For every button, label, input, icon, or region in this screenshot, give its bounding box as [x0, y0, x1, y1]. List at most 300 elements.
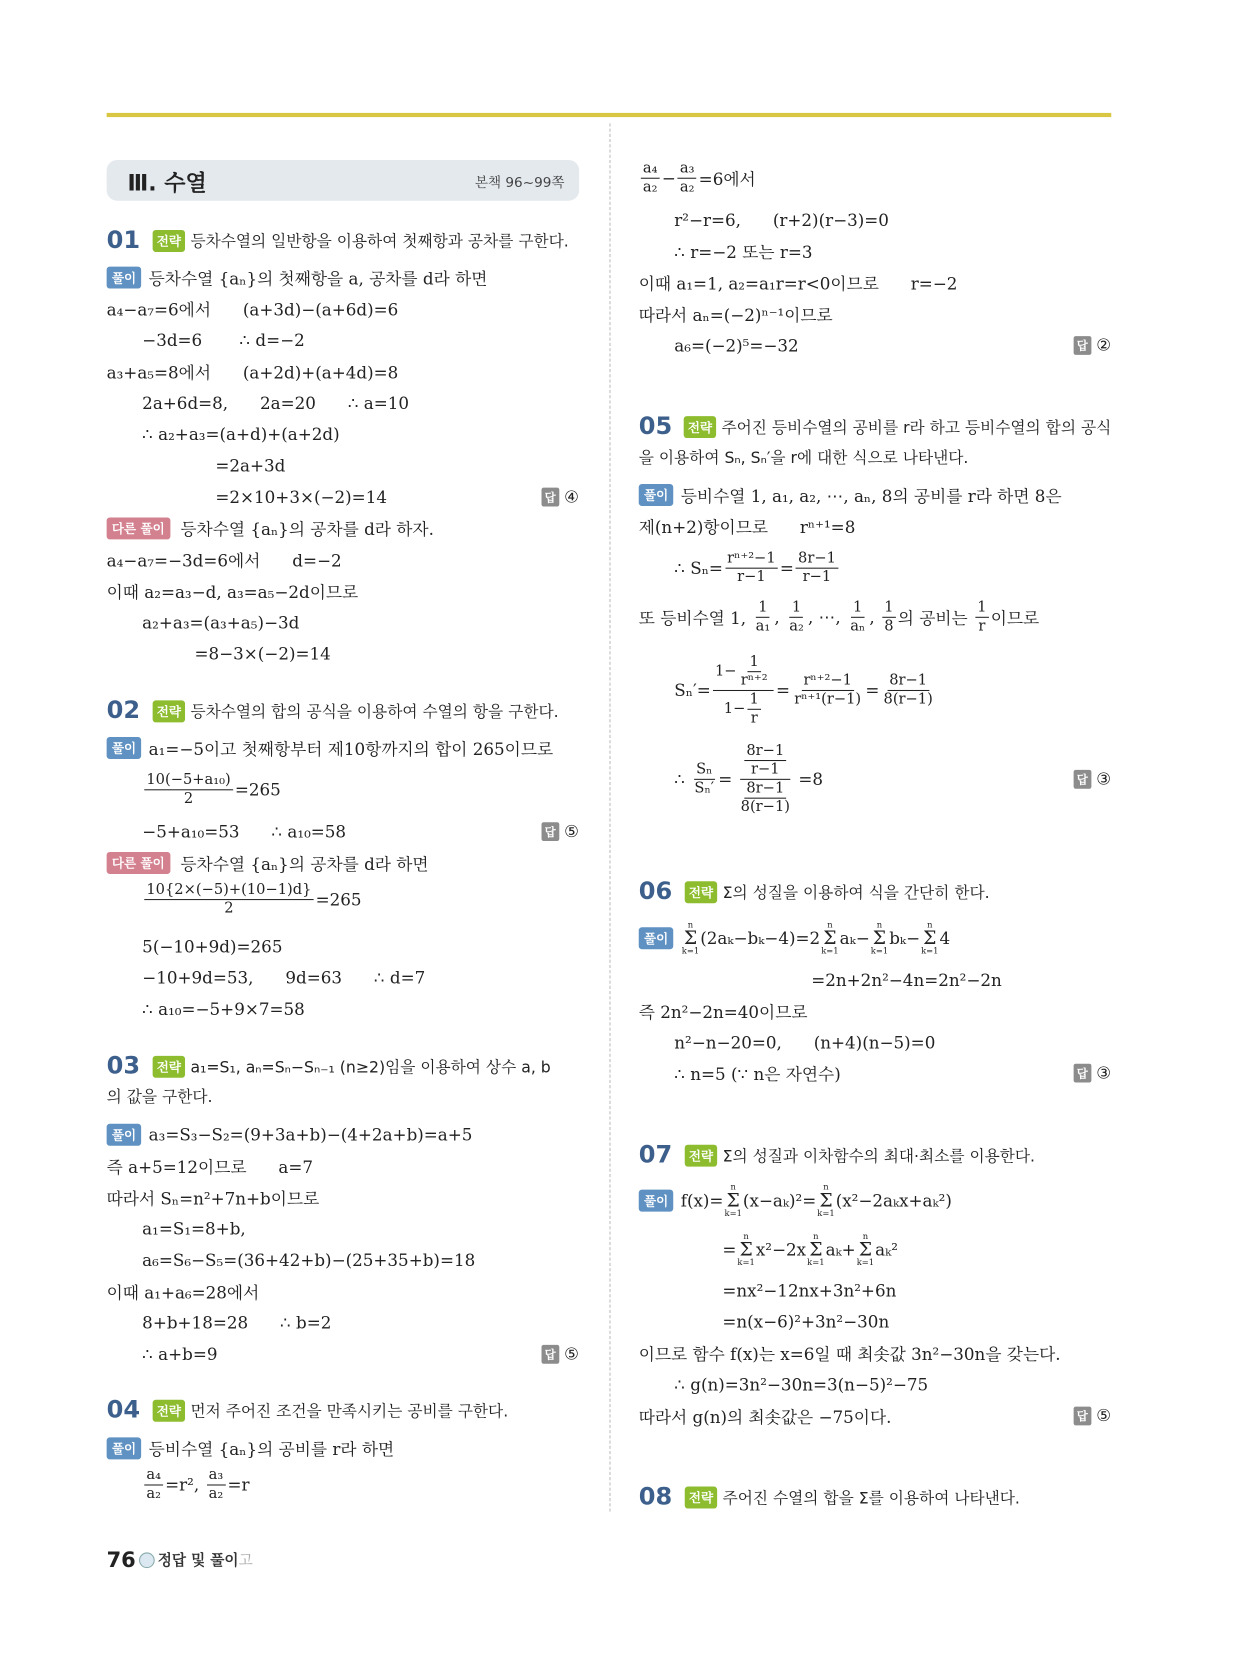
sigma-icon: Σ [809, 1238, 823, 1261]
math-text: r [750, 709, 758, 727]
denominator [801, 568, 834, 586]
numerator [144, 881, 313, 900]
solution-line [107, 1275, 580, 1306]
solution-line [639, 298, 1112, 329]
alt-solution-badge: 다른 풀이 [107, 517, 170, 539]
summation [682, 920, 699, 954]
math-text: a₂ [146, 1484, 161, 1502]
lower-limit: k=1 [807, 1257, 825, 1267]
upper-limit: n [813, 1230, 819, 1241]
upper-limit: n [730, 1181, 736, 1192]
fraction [207, 1466, 226, 1503]
denominator [678, 178, 697, 196]
upper-limit: n [876, 919, 883, 929]
math-text: a₁=−5이고 첫째항부터 제10항까지의 합이 265이므로 [148, 738, 554, 759]
solution-badge: 풀이 [107, 1123, 142, 1145]
math-text: 1 [749, 652, 759, 670]
solution-line [107, 1244, 580, 1275]
math-text: 1 [758, 598, 768, 616]
math-text: 의 공비는 [897, 607, 974, 628]
problem-number: 07 [638, 1141, 673, 1169]
math-text: =n(x−6)²+3n²−30n [722, 1311, 890, 1332]
math-text: =nx²−12nx+3n²+6n [722, 1280, 897, 1300]
solution-line [107, 450, 580, 481]
math-text: a₆=(−2)⁵=−32 [674, 335, 799, 355]
sigma-icon: Σ [872, 926, 887, 949]
answer-value: ③ [1096, 1062, 1112, 1083]
numerator [796, 549, 838, 568]
answer-badge: 답 [1074, 336, 1091, 355]
numerator [713, 653, 774, 691]
numerator [756, 598, 770, 617]
denominator [722, 690, 765, 727]
sigma-icon: Σ [739, 1238, 753, 1261]
footer-extra: 고 [238, 1552, 253, 1570]
problem-07-heading [639, 1139, 1112, 1170]
math-text: 따라서 g(n)의 최솟값은 −75이다. [638, 1406, 892, 1427]
fraction [144, 881, 313, 918]
math-text: = [779, 557, 794, 578]
math-text: n²−n−20=0, (n+4)(n−5)=0 [674, 1032, 936, 1053]
solution-line [639, 917, 1112, 959]
solution-badge: 풀이 [107, 266, 142, 288]
lower-limit: k=1 [817, 1207, 835, 1218]
strategy-text: 을 이용하여 Sₙ, Sₙ′을 r에 대한 식으로 나타낸다. [638, 447, 969, 467]
denominator [787, 617, 806, 635]
fraction [848, 598, 867, 635]
answer-mark [542, 1344, 580, 1364]
numerator [887, 672, 929, 691]
upper-limit: n [743, 1230, 749, 1241]
strategy-text: 등차수열의 일반항을 이용하여 첫째항과 공차를 구한다. [190, 231, 569, 251]
math-text: a₁=S₁=8+b, [142, 1218, 246, 1239]
numerator [747, 653, 761, 672]
answer-mark [1074, 769, 1112, 789]
numerator [144, 1466, 163, 1485]
math-text: 1 [884, 598, 894, 616]
math-text: aₖ² [875, 1239, 898, 1260]
fraction [641, 159, 660, 196]
math-text: 등차수열 {aₙ}의 공차를 d라 하자. [180, 519, 434, 539]
math-text: =8−3×(−2)=14 [194, 643, 331, 664]
math-text: a₆=S₆−S₅=(36+42+b)−(25+35+b)=18 [142, 1249, 476, 1270]
math-text: r−1 [751, 760, 780, 778]
column-divider [609, 123, 610, 1511]
math-text: a₃ [208, 1466, 224, 1483]
lower-limit: k=1 [870, 945, 889, 955]
solution-line [107, 1458, 580, 1510]
math-text: 1 [853, 598, 863, 616]
math-text: a₄ [642, 159, 658, 177]
math-text: 1 [791, 598, 802, 616]
math-text: 1 [749, 690, 759, 708]
math-text: ∴ [674, 768, 691, 789]
math-text: 등비수열 {aₙ}의 공비를 r라 하면 [148, 1438, 395, 1459]
math-text: rⁿ⁺¹(r−1) [794, 690, 862, 708]
math-text: a₄ [146, 1466, 161, 1483]
fraction [144, 771, 233, 808]
math-text: 8(r−1) [740, 798, 790, 815]
solution-line [639, 542, 1112, 594]
strategy-text: 주어진 등비수열의 공비를 r라 하고 등비수열의 합의 공식 [721, 417, 1112, 437]
sigma-icon: Σ [726, 1189, 740, 1212]
problem-03-heading [107, 1051, 580, 1082]
math-text: rⁿ⁺² [740, 671, 768, 689]
fraction [882, 598, 896, 635]
problem-04-heading [107, 1395, 580, 1426]
sigma-icon: Σ [823, 926, 837, 949]
strategy-badge: 전략 [685, 881, 718, 903]
upper-limit: n [927, 919, 933, 929]
solution-line [639, 1228, 1112, 1270]
upper-limit: n [862, 1230, 869, 1241]
math-text: 제(n+2)항이므로 rⁿ⁺¹=8 [638, 516, 856, 537]
summation [857, 1232, 874, 1266]
strategy-text: Σ의 성질과 이차함수의 최대·최소를 이용한다. [722, 1146, 1036, 1166]
math-text: =2n+2n²−4n=2n²−2n [811, 969, 1002, 990]
math-text: =2a+3d [215, 455, 286, 476]
fraction [975, 598, 989, 635]
math-text: 2 [183, 789, 194, 807]
fraction [739, 779, 792, 816]
solution-line [107, 261, 580, 292]
answer-badge: 답 [1074, 769, 1091, 788]
problem-number: 01 [106, 226, 141, 255]
numerator [975, 598, 989, 617]
denominator [754, 617, 773, 635]
math-text: a₃=S₃−S₂=(9+3a+b)−(4+2a+b)=a+5 [148, 1124, 473, 1145]
fraction [747, 690, 761, 727]
answer-value: ⑤ [1096, 1405, 1112, 1426]
math-text: 8r−1 [889, 671, 928, 689]
math-text: aₙ [850, 617, 866, 635]
lower-limit: k=1 [856, 1257, 875, 1267]
math-text: (x−aₖ)²= [742, 1190, 817, 1211]
strategy-badge: 전략 [684, 416, 717, 438]
solution-line [107, 324, 580, 355]
math-text: 8r−1 [746, 779, 785, 797]
chapter-page-ref: 본책 96~99쪽 [474, 175, 565, 192]
math-text: 이때 a₁=1, a₂=a₁r=r<0이므로 r=−2 [638, 273, 958, 294]
math-text: (2aₖ−bₖ−4)=2 [700, 927, 821, 948]
alt-solution-line [107, 512, 580, 543]
math-text: r [978, 617, 986, 635]
strategy-continued [107, 1080, 580, 1111]
math-text: −10+9d=53, 9d=63 ∴ d=7 [142, 967, 426, 988]
denominator [749, 709, 760, 727]
solution-line [107, 1181, 580, 1212]
answer-value: ⑤ [564, 821, 580, 842]
problem-02-heading [107, 695, 580, 726]
solution-badge: 풀이 [639, 483, 674, 505]
denominator [739, 672, 770, 690]
problem-number: 06 [638, 878, 673, 906]
math-text: Sₙ [696, 760, 713, 778]
math-text: ∴ Sₙ= [674, 557, 723, 578]
numerator [641, 159, 660, 178]
math-text: 10{2×(−5)+(10−1)d} [146, 880, 312, 898]
alt-solution-line [107, 962, 580, 993]
solution-line [639, 152, 1112, 204]
numerator [740, 742, 790, 780]
math-text: =8 [798, 768, 824, 789]
alt-solution-line [107, 873, 580, 925]
fraction [796, 549, 838, 586]
numerator [851, 598, 865, 617]
strategy-continued [639, 441, 1112, 472]
solution-badge: 풀이 [107, 1437, 142, 1459]
answer-mark [1074, 1063, 1112, 1083]
math-text: 즉 a+5=12이므로 a=7 [106, 1156, 314, 1177]
solution-line [639, 510, 1112, 541]
strategy-badge: 전략 [153, 1399, 186, 1421]
solution-line [639, 591, 1112, 643]
math-text: a₂ [679, 178, 695, 195]
math-text: f(x)= [680, 1190, 724, 1211]
solution-line [107, 1119, 580, 1150]
footer-label: 정답 및 풀이 [157, 1552, 239, 1570]
solution-line [107, 1338, 580, 1369]
denominator [739, 798, 792, 816]
sigma-icon: Σ [923, 926, 937, 949]
summation [737, 1232, 754, 1266]
math-text: 또 등비수열 1, [638, 607, 752, 628]
solution-line [639, 267, 1112, 298]
answer-badge: 답 [542, 822, 559, 841]
math-text: − [661, 167, 676, 188]
math-text: 8r−1 [746, 741, 785, 759]
solution-line [107, 1150, 580, 1181]
summation [871, 920, 888, 954]
solution-line [639, 1027, 1112, 1058]
denominator [144, 1485, 163, 1503]
math-text: r−1 [737, 568, 766, 585]
math-text: 1− [714, 662, 737, 679]
left-column [107, 0, 580, 1657]
math-text: r−1 [802, 568, 832, 585]
math-text: 8r−1 [798, 549, 836, 567]
answer-badge: 답 [1074, 1063, 1091, 1082]
strategy-badge: 전략 [153, 229, 186, 251]
math-text: =r [227, 1474, 250, 1495]
math-text: −3d=6 ∴ d=−2 [142, 329, 305, 350]
sigma-icon: Σ [858, 1238, 873, 1261]
answer-badge: 답 [542, 487, 559, 506]
chapter-title: Ⅲ. 수열 [127, 170, 207, 196]
answer-value: ③ [1096, 768, 1112, 789]
denominator [749, 761, 782, 779]
solution-badge: 풀이 [639, 1189, 674, 1211]
math-text: a₂ [642, 178, 658, 195]
fraction [792, 672, 863, 709]
alt-solution-line [107, 544, 580, 575]
math-text: bₖ− [889, 927, 921, 948]
solution-line [639, 1368, 1112, 1399]
solution-badge: 풀이 [639, 927, 674, 949]
solution-line [107, 732, 580, 763]
math-text: rⁿ⁺²−1 [803, 671, 852, 689]
upper-limit: n [687, 919, 694, 929]
solution-line [107, 815, 580, 846]
math-text: 이때 a₂=a₃−d, a₃=a₅−2d이므로 [106, 581, 359, 602]
numerator [744, 742, 786, 761]
math-text: 8(r−1) [883, 690, 933, 708]
solution-line [107, 1213, 580, 1244]
math-text: =265 [234, 779, 281, 800]
math-text: a₁ [755, 617, 771, 635]
denominator [848, 617, 867, 635]
sigma-icon: Σ [683, 926, 698, 949]
alt-solution-line [107, 930, 580, 961]
denominator [881, 690, 934, 708]
page-number: 76 [106, 1547, 136, 1573]
math-text: a₃ [679, 159, 695, 177]
denominator [735, 568, 768, 586]
alt-solution-line [107, 606, 580, 637]
math-text: =r², [165, 1474, 205, 1495]
numerator [801, 672, 854, 691]
solution-line [639, 1400, 1112, 1431]
solution-badge: 풀이 [107, 736, 142, 758]
solution-line [639, 329, 1112, 360]
fraction [881, 672, 934, 709]
denominator [882, 617, 896, 635]
math-text: a₄−a₇=6에서 (a+3d)−(a+6d)=6 [106, 299, 399, 320]
math-text: 즉 2n²−2n=40이므로 [638, 1002, 808, 1022]
strategy-badge: 전략 [153, 1055, 186, 1077]
math-text: 이므로 [990, 607, 1040, 628]
math-text: a₃+a₅=8에서 (a+2d)+(a+4d)=8 [106, 362, 399, 383]
strategy-text: 의 값을 구한다. [106, 1086, 213, 1106]
math-text: = [722, 1239, 737, 1260]
upper-limit: n [827, 919, 833, 929]
math-text: 따라서 aₙ=(−2)ⁿ⁻¹이므로 [638, 304, 833, 325]
strategy-badge: 전략 [153, 700, 186, 722]
fraction [713, 653, 774, 727]
math-text: a₂ [208, 1484, 224, 1502]
math-text: 1 [977, 598, 987, 616]
solution-line [639, 643, 1112, 737]
solution-line [107, 418, 580, 449]
math-text: ∴ a₂+a₃=(a+d)+(a+2d) [142, 423, 340, 444]
chapter-header [107, 160, 580, 201]
denominator [207, 1485, 226, 1503]
solution-line [107, 763, 580, 815]
math-text: , [869, 606, 881, 627]
math-text: =6에서 [698, 168, 756, 189]
solution-line [639, 964, 1112, 995]
strategy-text: Σ의 성질을 이용하여 식을 간단히 한다. [722, 882, 990, 902]
math-text: rⁿ⁺²−1 [727, 549, 776, 567]
math-text: 10(−5+a₁₀) [146, 770, 231, 788]
fraction [144, 1466, 163, 1503]
solution-line [107, 387, 580, 418]
math-text: =265 [315, 889, 362, 909]
strategy-badge: 전략 [685, 1486, 718, 1508]
solution-line [639, 732, 1112, 826]
right-column [639, 0, 1112, 1657]
page-footer [107, 1547, 253, 1572]
math-text: 이때 a₁+a₆=28에서 [106, 1282, 260, 1303]
strategy-text: 등차수열의 합의 공식을 이용하여 수열의 항을 구한다. [190, 701, 559, 721]
math-text: = [776, 680, 791, 700]
math-text: r²−r=6, (r+2)(r−3)=0 [674, 209, 889, 230]
math-text: Sₙ′ [694, 779, 715, 797]
solution-line [639, 1306, 1112, 1337]
denominator [222, 900, 236, 918]
strategy-text: 먼저 주어진 조건을 만족시키는 공비를 구한다. [190, 1401, 509, 1421]
upper-limit: n [823, 1181, 829, 1192]
problem-01-heading [107, 225, 580, 256]
summation [921, 920, 938, 954]
denominator [792, 690, 863, 708]
answer-mark [542, 487, 580, 507]
answer-mark [1074, 1406, 1112, 1426]
solution-line [639, 1337, 1112, 1368]
numerator [694, 761, 715, 780]
math-text: x²−2x [755, 1239, 807, 1260]
problem-number: 03 [106, 1052, 141, 1080]
numerator [882, 598, 896, 617]
fraction [754, 598, 773, 635]
problem-number: 08 [638, 1483, 673, 1511]
alt-solution-line [107, 993, 580, 1024]
math-text: ∴ a₁₀=−5+9×7=58 [142, 998, 305, 1019]
math-text: aₖ− [839, 927, 870, 948]
solution-line [639, 204, 1112, 235]
math-text: , ⋯, [808, 606, 847, 627]
math-text: a₄−a₇=−3d=6에서 d=−2 [106, 550, 342, 571]
math-text: 등비수열 1, a₁, a₂, ⋯, aₙ, 8의 공비를 r라 하면 8은 [680, 485, 1062, 506]
math-text: = [865, 680, 880, 700]
math-text: 2a+6d=8, 2a=20 ∴ a=10 [142, 392, 410, 413]
math-text: (x²−2aₖx+aₖ²) [835, 1190, 952, 1211]
answer-badge: 답 [542, 1344, 559, 1363]
problem-number: 04 [106, 1396, 141, 1424]
numerator [725, 549, 778, 568]
footer-circle-icon [139, 1552, 155, 1568]
math-text: 8+b+18=28 ∴ b=2 [142, 1312, 332, 1333]
answer-badge: 답 [1074, 1406, 1091, 1425]
answer-value: ⑤ [564, 1343, 580, 1364]
summation [821, 920, 838, 954]
solution-line [107, 293, 580, 324]
denominator [641, 178, 660, 196]
lower-limit: k=1 [724, 1207, 742, 1218]
lower-limit: k=1 [821, 945, 839, 955]
math-text: ∴ n=5 (∵ n은 자연수) [674, 1063, 841, 1084]
problem-number: 02 [106, 697, 141, 725]
math-text: 1− [723, 699, 746, 717]
math-text: 등차수열 {aₙ}의 첫째항을 a, 공차를 d라 하면 [148, 268, 488, 289]
strategy-badge: 전략 [685, 1144, 718, 1166]
answer-mark [1074, 335, 1112, 355]
math-text: 4 [939, 927, 951, 948]
sigma-icon: Σ [819, 1189, 833, 1212]
alt-solution-badge: 다른 풀이 [107, 851, 170, 873]
lower-limit: k=1 [737, 1257, 755, 1267]
strategy-text: 주어진 수열의 합을 Σ를 이용하여 나타낸다. [722, 1488, 1020, 1507]
problem-06-heading [639, 876, 1112, 907]
denominator [734, 779, 796, 816]
numerator [744, 779, 786, 798]
lower-limit: k=1 [681, 945, 700, 955]
alt-solution-line [107, 638, 580, 669]
summation [724, 1183, 741, 1217]
numerator [678, 159, 697, 178]
answer-value: ④ [564, 486, 580, 507]
math-text: , [774, 606, 786, 627]
